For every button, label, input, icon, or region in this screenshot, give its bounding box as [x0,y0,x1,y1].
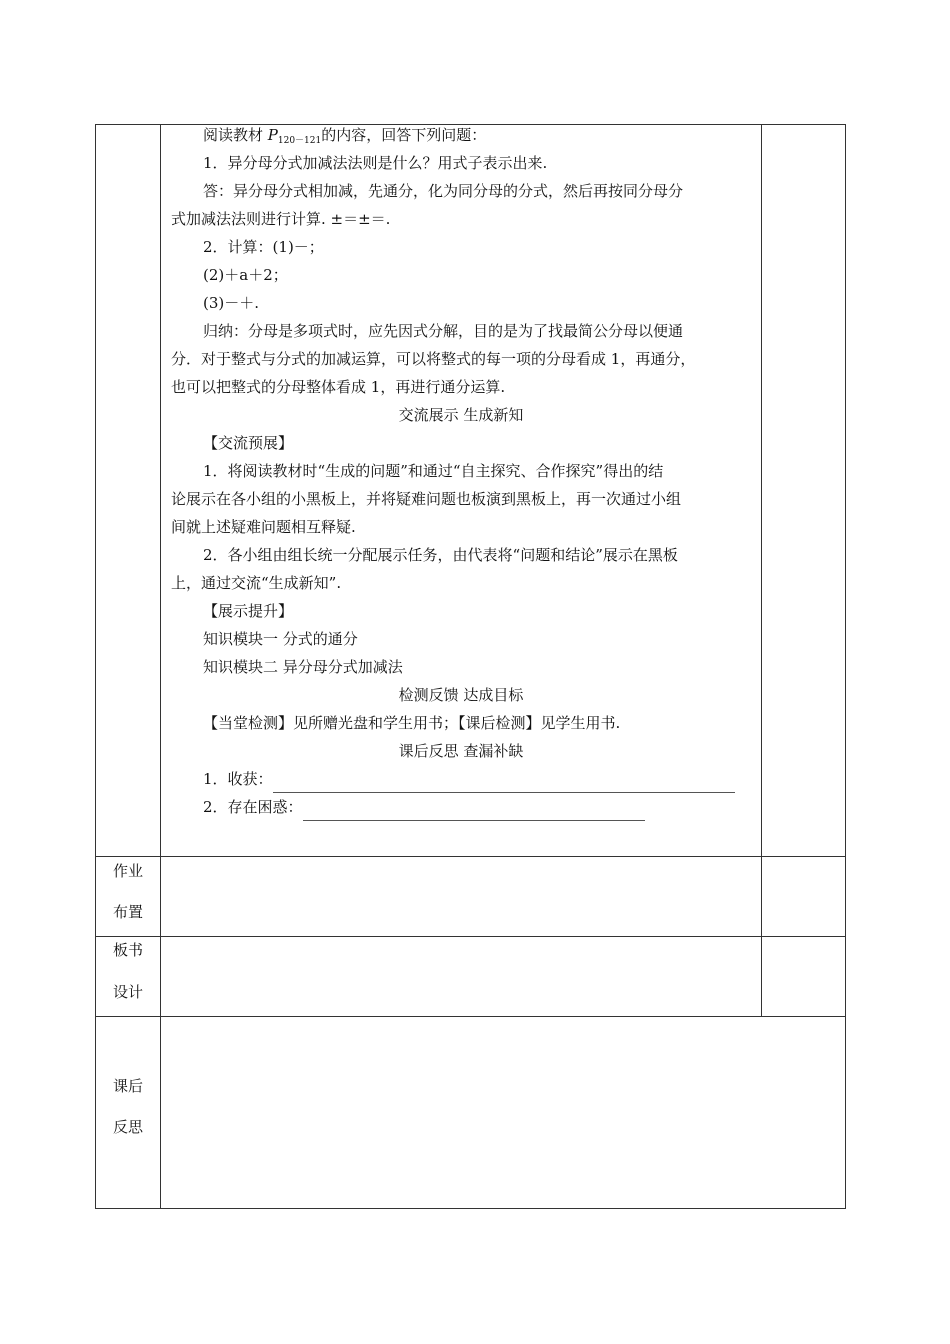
label-column-divider [160,124,161,1209]
section-heading-exchange: 交流展示 生成新知 [398,406,524,424]
answer-line-2: 式加减法法则进行计算. ±＝±＝. [171,210,391,228]
question-2: 2．计算：(1)－； [203,238,324,256]
question-2-part-3: (3)－＋. [203,294,260,312]
question-2-part-2: (2)＋a＋2； [203,266,288,284]
summary-line-1: 归纳：分母是多项式时，应先因式分解，目的是为了找最简公分母以便通 [203,322,684,340]
row-divider-3 [95,1016,846,1017]
test-line: 【当堂检测】见所赠光盘和学生用书；【课后检测】见学生用书. [203,714,621,732]
gain-line [203,765,735,793]
board-label-2: 设计 [112,983,143,1001]
homework-label-2: 布置 [112,903,143,921]
answer-line-1: 答：异分母分式相加减，先通分，化为同分母的分式，然后再按同分母分 [203,182,684,200]
section-heading-test: 检测反馈 达成目标 [398,686,524,704]
knowledge-module-1: 知识模块一 分式的通分 [203,630,358,648]
reflection-label-2: 反思 [112,1118,143,1136]
exchange-line-3: 间就上述疑难问题相互释疑. [171,518,356,536]
row-divider-2 [95,936,846,937]
knowledge-module-2: 知识模块二 异分母分式加减法 [203,658,403,676]
summary-line-2: 分．对于整式与分式的加减运算，可以将整式的每一项的分母看成 1，再通分， [171,350,696,368]
gain-blank[interactable] [273,774,735,793]
exchange-preview-label: 【交流预展】 [203,434,294,452]
homework-label-1: 作业 [112,862,143,880]
exchange-line-1: 1．将阅读教材时“生成的问题”和通过“自主探究、合作探究”得出的结 [203,462,664,480]
confusion-blank[interactable] [303,802,645,821]
exchange-line-5: 上，通过交流“生成新知”. [171,574,342,592]
section-heading-reflect: 课后反思 查漏补缺 [398,742,524,760]
confusion-line [203,793,645,821]
right-column-divider [761,124,762,1017]
exchange-line-4: 2．各小组由组长统一分配展示任务，由代表将“问题和结论”展示在黑板 [203,546,678,564]
row-divider-1 [95,856,846,857]
reading-instruction: 阅读教材 $P_{120-121}$的内容，回答下列问题： [203,126,487,146]
reflection-label-1: 课后 [112,1077,143,1095]
display-promote-label: 【展示提升】 [203,602,294,620]
question-1: 1．异分母分式加减法法则是什么？用式子表示出来. [203,154,548,172]
summary-line-3: 也可以把整式的分母整体看成 1，再进行通分运算. [171,378,506,396]
confusion-label: 2．存在困惑： [203,798,303,816]
board-label-1: 板书 [112,941,143,959]
gain-label: 1．收获： [203,770,273,788]
exchange-line-2: 论展示在各小组的小黑板上，并将疑难问题也板演到黑板上，再一次通过小组 [171,490,682,508]
